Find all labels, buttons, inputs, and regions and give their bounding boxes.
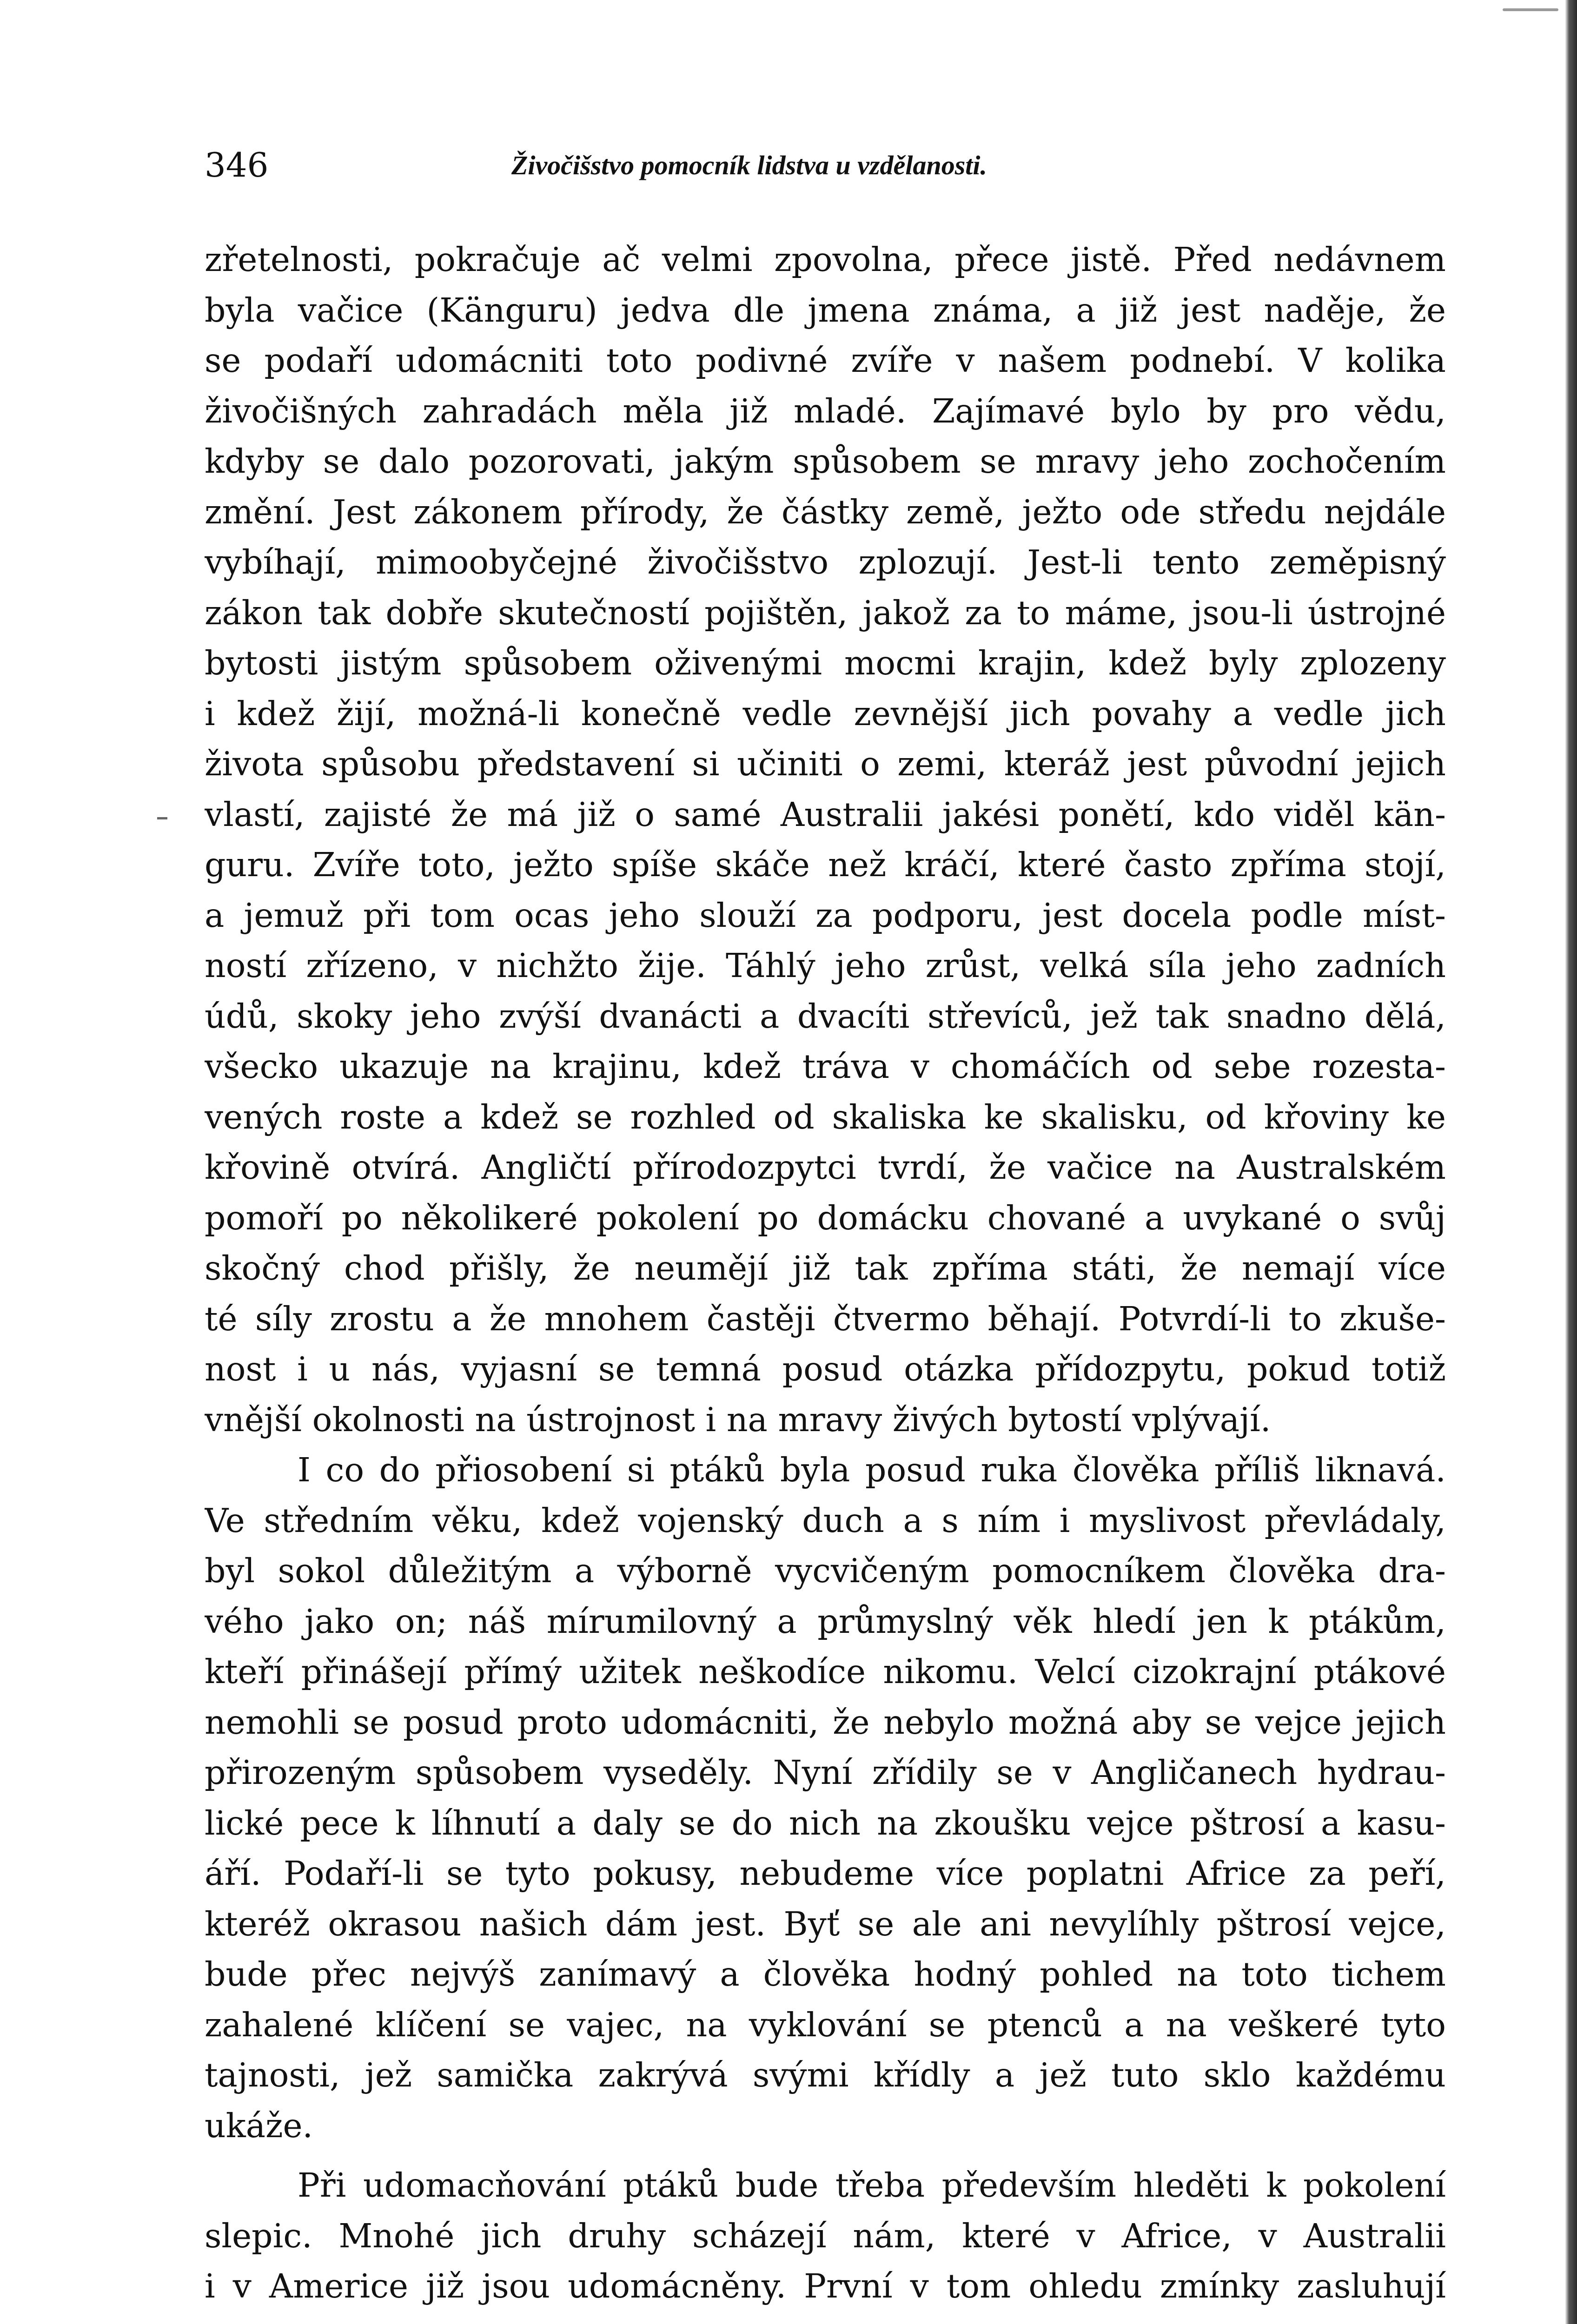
- text-line: nemohli se posud proto udomácniti, že nebylo možná aby se vejce jejich: [205, 1703, 1446, 1742]
- text-line: byl sokol důležitým a výborně vycvičeným pomocníkem člověka dra-: [205, 1552, 1446, 1590]
- text-line: nost i u nás, vyjasní se temná posud otázka přídozpytu, pokud totiž: [205, 1350, 1446, 1388]
- text-line: zřetelnosti, pokračuje ač velmi zpovolna, přece jistě. Před nedávnem: [205, 240, 1446, 279]
- text-line: zákon tak dobře skutečností pojištěn, jakož za to máme, jsou-li ústrojné: [205, 593, 1446, 632]
- text-line: vybíhají, mimoobyčejné živočišstvo zplozují. Jest-li tento zeměpisný: [205, 543, 1446, 581]
- paragraph-end-line: ukáže.: [205, 2106, 313, 2145]
- text-line: lické pece k líhnutí a daly se do nich na zkoušku vejce pštrosí a kasu-: [205, 1803, 1446, 1842]
- text-line: i v Americe již jsou udomácněny. První v tom ohledu zmínky zasluhují: [205, 2267, 1446, 2305]
- text-line: přirozeným spůsobem vyseděly. Nyní zřídily se v Angličanech hydrau-: [205, 1753, 1446, 1792]
- text-line: tajnosti, jež samička zakrývá svými křídly a jež tuto sklo každému: [205, 2056, 1446, 2094]
- text-line: Ve středním věku, kdež vojenský duch a s ním i myslivost převládaly,: [205, 1501, 1446, 1540]
- text-line: se podaří udomácniti toto podivné zvíře v našem podnebí. V kolika: [205, 341, 1446, 380]
- page-header: [205, 139, 1446, 195]
- text-line: té síly zrostu a že mnohem častěji čtvermo běhají. Potvrdí-li to zkuše-: [205, 1299, 1446, 1338]
- text-line: bude přec nejvýš zanímavý a člověka hodný pohled na toto tichem: [205, 1955, 1446, 1994]
- paragraph-start-line: I co do přiosobení si ptáků byla posud ruka člověka příliš liknavá.: [298, 1451, 1446, 1489]
- text-line: vlastí, zajisté že má již o samé Australii jakési ponětí, kdo viděl kän-: [205, 795, 1446, 834]
- text-line: skočný chod přišly, že neumějí již tak zpříma státi, že nemají více: [205, 1249, 1446, 1287]
- body-text: [205, 235, 1446, 2312]
- text-line: změní. Jest zákonem přírody, že částky země, ježto ode středu nejdále: [205, 492, 1446, 531]
- text-line: byla vačice (Känguru) jedva dle jmena známa, a již jest naděje, že: [205, 290, 1446, 330]
- text-line: kteréž okrasou našich dám jest. Byť se ale ani nevylíhly pštrosí vejce,: [205, 1904, 1446, 1943]
- text-line: všecko ukazuje na krajinu, kdež tráva v chomáčích od sebe rozesta-: [205, 1047, 1446, 1086]
- text-line: údů, skoky jeho zvýší dvanácti a dvacíti střevíců, jež tak snadno dělá,: [205, 997, 1446, 1036]
- text-line: života spůsobu představení si učiniti o zemi, kteráž jest původní jejich: [205, 745, 1446, 783]
- text-line: kteří přinášejí přímý užitek neškodíce nikomu. Velcí cizokrajní ptákové: [205, 1652, 1446, 1691]
- text-line: i kdež žijí, možná-li konečně vedle zevnější jich povahy a vedle jich: [205, 694, 1446, 733]
- margin-mark: [157, 817, 167, 819]
- text-line: pomoří po několikeré pokolení po domácku chované a uvykané o svůj: [205, 1198, 1446, 1237]
- text-line: zahalené klíčení se vajec, na vyklování se ptenců a na veškeré tyto: [205, 2005, 1446, 2044]
- text-line: vených roste a kdež se rozhled od skaliska ke skalisku, od křoviny ke: [205, 1097, 1446, 1136]
- text-line: živočišných zahradách měla již mladé. Zajímavé bylo by pro vědu,: [205, 391, 1446, 430]
- text-line: křovině otvírá. Angličtí přírodozpytci tvrdí, že vačice na Australském: [205, 1148, 1446, 1187]
- text-line: slepic. Mnohé jich druhy scházejí nám, které v Africe, v Australii: [205, 2216, 1446, 2255]
- text-line: kdyby se dalo pozorovati, jakým spůsobem se mravy jeho zochočením: [205, 442, 1446, 481]
- scan-corner-mark: [1503, 8, 1558, 11]
- text-line: ností zřízeno, v nichžto žije. Táhlý jeho zrůst, velká síla jeho zadních: [205, 946, 1446, 985]
- page-number: 346: [205, 145, 269, 185]
- text-line: vého jako on; náš mírumilovný a průmyslný věk hledí jen k ptákům,: [205, 1602, 1446, 1641]
- scan-edge: [1565, 0, 1577, 2324]
- running-title: Živočišstvo pomocník lidstva u vzdělanosti.: [511, 150, 987, 180]
- text-line: bytosti jistým spůsobem oživenými mocmi krajin, kdež byly zplozeny: [205, 644, 1446, 682]
- paragraph-start-line: Při udomacňování ptáků bude třeba především hleděti k pokolení: [298, 2166, 1446, 2205]
- paragraph-end-line: vnější okolnosti na ústrojnost i na mravy živých bytostí vplývají.: [205, 1400, 1271, 1439]
- text-line: guru. Zvíře toto, ježto spíše skáče než kráčí, které často zpříma stojí,: [205, 845, 1446, 884]
- text-line: áří. Podaří-li se tyto pokusy, nebudeme více poplatni Africe za peří,: [205, 1854, 1446, 1893]
- text-line: a jemuž při tom ocas jeho slouží za podporu, jest docela podle míst-: [205, 896, 1446, 935]
